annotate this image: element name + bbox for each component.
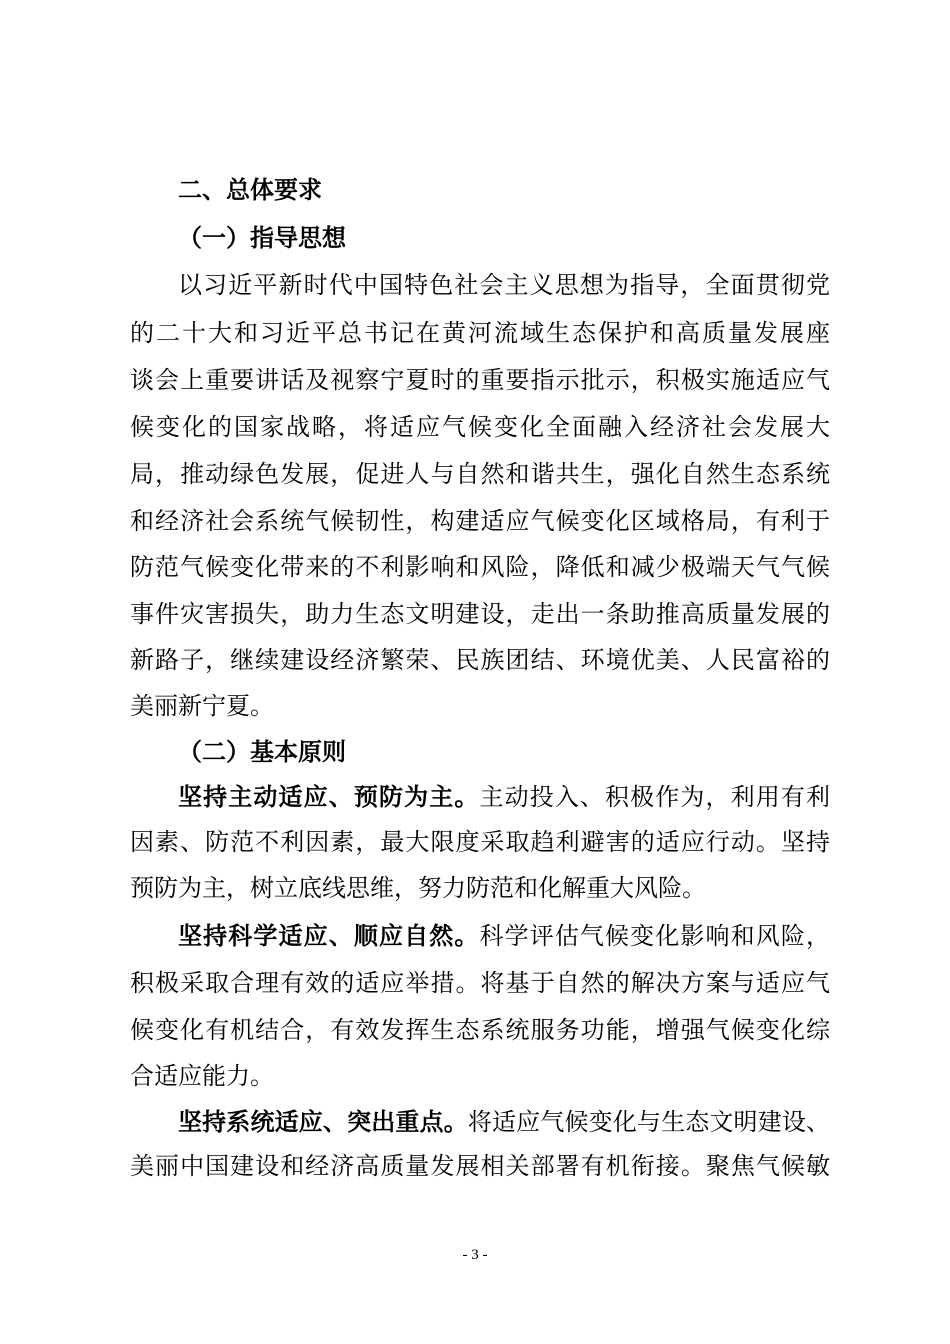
- principle-lead: 坚持科学适应、顺应自然。: [178, 921, 480, 950]
- paragraph-line: 事件灾害损失，助力生态文明建设，走出一条助推高质量发展的: [130, 600, 830, 628]
- principle-text: 主动投入、积极作为，利用有利: [479, 783, 831, 811]
- subsection-heading-basic-principles: （二）基本原则: [178, 737, 346, 766]
- paragraph-line: 局，推动绿色发展，促进人与自然和谐共生，强化自然生态系统: [130, 460, 830, 488]
- paragraph-line: 新路子，继续建设经济繁荣、民族团结、环境优美、人民富裕的: [130, 646, 830, 674]
- subsection-heading-guiding-ideology: （一）指导思想: [178, 223, 346, 252]
- page-number: - 3 -: [462, 1247, 488, 1263]
- paragraph-line: 因素、防范不利因素，最大限度采取趋利避害的适应行动。坚持: [130, 828, 830, 856]
- principle-lead: 坚持主动适应、预防为主。: [178, 782, 480, 811]
- paragraph-line: 以习近平新时代中国特色社会主义思想为指导，全面贯彻党: [178, 271, 830, 299]
- paragraph-line: [178, 782, 830, 812]
- paragraph-line: 的二十大和习近平总书记在黄河流域生态保护和高质量发展座: [130, 319, 830, 347]
- principle-lead: 坚持系统适应、突出重点。: [178, 1107, 468, 1136]
- paragraph-line: 候变化的国家战略，将适应气候变化全面融入经济社会发展大: [130, 413, 830, 441]
- section-heading: 二、总体要求: [178, 175, 322, 204]
- paragraph-line: 和经济社会系统气候韧性，构建适应气候变化区域格局，有利于: [130, 507, 830, 535]
- paragraph-line: 候变化有机结合，有效发挥生态系统服务功能，增强气候变化综: [130, 1016, 830, 1044]
- paragraph-line: [178, 1107, 830, 1137]
- paragraph-line: 预防为主，树立底线思维，努力防范和化解重大风险。: [130, 874, 706, 902]
- paragraph-line: 美丽新宁夏。: [130, 692, 274, 720]
- paragraph-line: [178, 921, 830, 951]
- paragraph-line: 防范气候变化带来的不利影响和风险，降低和减少极端天气气候: [130, 553, 830, 581]
- paragraph-line: 美丽中国建设和经济高质量发展相关部署有机衔接。聚焦气候敏: [130, 1152, 830, 1180]
- paragraph-line: 积极采取合理有效的适应举措。将基于自然的解决方案与适应气: [130, 969, 830, 997]
- principle-text: 将适应气候变化与生态文明建设、: [467, 1108, 831, 1136]
- paragraph-line: 合适应能力。: [130, 1062, 274, 1090]
- principle-text: 科学评估气候变化影响和风险，: [479, 922, 831, 950]
- paragraph-line: 谈会上重要讲话及视察宁夏时的重要指示批示，积极实施适应气: [130, 366, 830, 394]
